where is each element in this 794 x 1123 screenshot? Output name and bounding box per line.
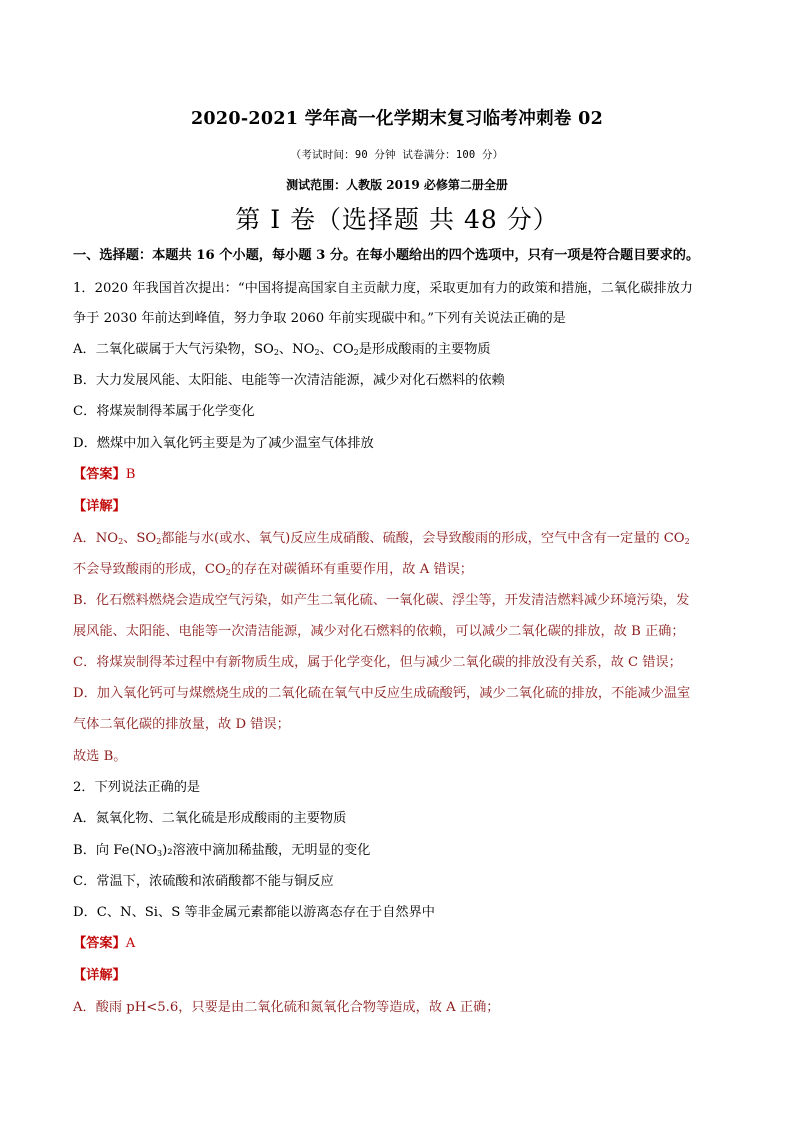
question-1-option-b: B．大力发展风能、太阳能、电能等一次清洁能源，减少对化石燃料的依赖	[73, 373, 505, 388]
question-1-explain-d-line2: 气体二氧化碳的排放量，故 D 错误；	[73, 717, 290, 732]
question-1-stem-line2: 争于 2030 年前达到峰值，努力争取 2060 年前实现碳中和。”下列有关说法正确的是	[73, 311, 566, 326]
question-2-detail-tag: 【详解】	[73, 968, 126, 983]
question-1-explain-c: C．将煤炭制得苯过程中有新物质生成，属于化学变化，但与减少二氧化碳的排放没有关系，故 C 错误；	[73, 655, 682, 670]
question-1-stem-line1: 1．2020 年我国首次提出：“中国将提高国家自主贡献力度，采取更加有力的政策和措施，二氧化碳排放力	[73, 281, 693, 296]
question-1-explain-a-line2: 不会导致酸雨的形成，$CO_2$的存在对碳循环有重要作用，故 A 错误；	[73, 562, 473, 577]
question-1-option-a: A．二氧化碳属于大气污染物，$SO_2$、$NO_2$、$CO_2$是形成酸雨的主要物质	[73, 342, 491, 357]
question-2-option-c: C．常温下，浓硫酸和浓硝酸都不能与铜反应	[73, 874, 334, 889]
question-1-conclusion: 故选 B。	[73, 749, 127, 764]
page-title: 2020-2021 学年高一化学期末复习临考冲刺卷 02	[190, 109, 604, 129]
question-2-explain-a: A．酸雨 pH<5.6，只要是由二氧化硫和氮氧化合物等造成，故 A 正确；	[73, 1000, 500, 1015]
question-2-stem: 2．下列说法正确的是	[73, 780, 201, 795]
question-1-option-d: D．燃煤中加入氧化钙主要是为了减少温室气体排放	[73, 436, 374, 451]
question-1-option-c: C．将煤炭制得苯属于化学变化	[73, 404, 255, 419]
question-2-option-b: B．向 $Fe(NO_3)_2$溶液中滴加稀盐酸，无明显的变化	[73, 843, 371, 858]
section-heading: 第 I 卷（选择题 共 48 分）	[235, 205, 559, 234]
question-1-explain-b-line2: 展风能、太阳能、电能等一次清洁能源，减少对化石燃料的依赖，可以减少二氧化碳的排放，故 B 正确；	[73, 624, 685, 639]
question-2-answer: 【答案】A	[73, 936, 136, 951]
instructions: 一、选择题：本题共 16 个小题，每小题 3 分。在每小题给出的四个选项中，只有一项是符合题目要求的。	[73, 248, 700, 263]
question-1-detail-tag: 【详解】	[73, 499, 126, 514]
question-1-answer: 【答案】B	[73, 467, 136, 482]
question-1-explain-a-line1: A．$NO_2$、$SO_2$都能与水(或水、氧气)反应生成硝酸、硫酸，会导致酸雨的形成，空气中含有一定量的 $CO_2$	[73, 531, 690, 546]
exam-meta: （考试时间：90 分钟 试卷满分：100 分）	[290, 149, 504, 161]
question-2-option-d: D．C、N、Si、S 等非金属元素都能以游离态存在于自然界中	[73, 905, 435, 920]
question-1-explain-b-line1: B．化石燃料燃烧会造成空气污染，如产生二氧化硫、一氧化碳、浮尘等，开发清洁燃料减少环境污染，发	[73, 593, 690, 608]
test-scope: 测试范围：人教版 2019 必修第二册全册	[286, 178, 508, 192]
question-2-option-a: A．氮氧化物、二氧化硫是形成酸雨的主要物质	[73, 811, 347, 826]
question-1-explain-d-line1: D．加入氧化钙可与煤燃烧生成的二氧化硫在氧气中反应生成硫酸钙，减少二氧化硫的排放，不能减少温室	[73, 686, 691, 701]
